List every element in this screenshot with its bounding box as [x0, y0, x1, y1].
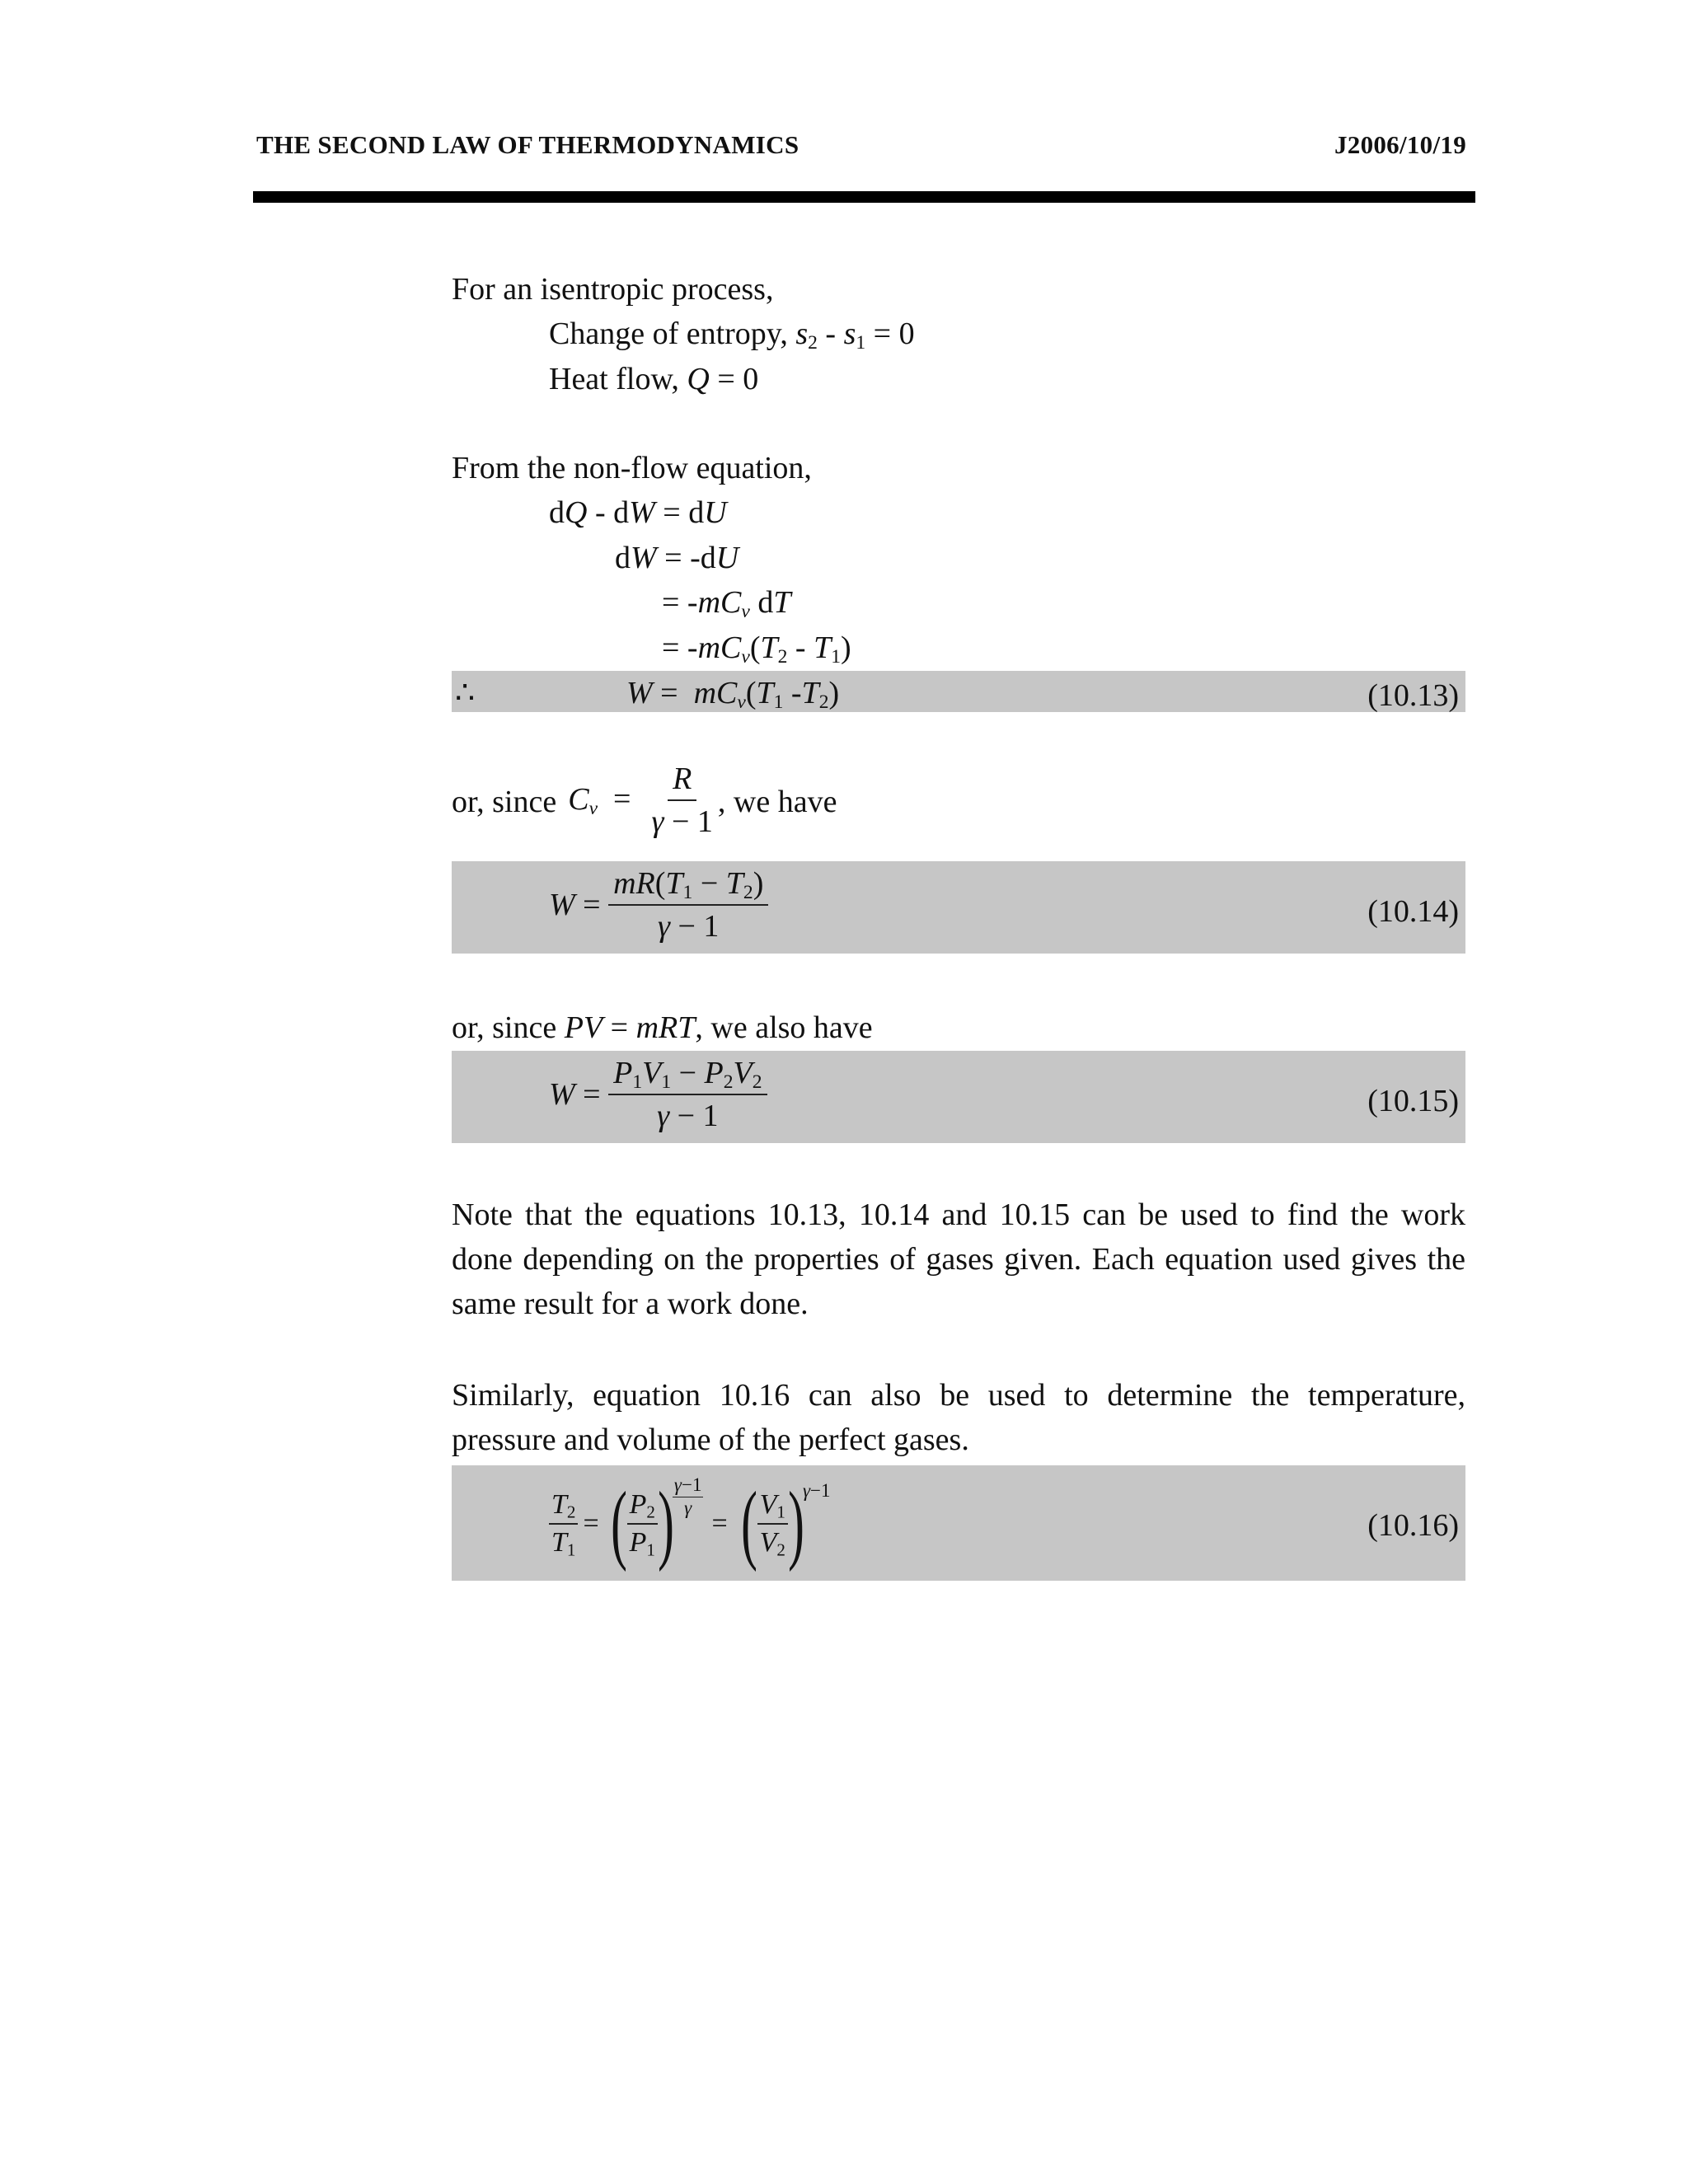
- equation-number-10-15: (10.15): [1367, 1084, 1459, 1118]
- ideal-gas-law: PV = mRT: [564, 1010, 696, 1045]
- heat-flow-line: [549, 363, 758, 395]
- or-since-text: or, since: [452, 1010, 565, 1045]
- cv-relation-line: [452, 762, 837, 839]
- equation-10-15: W = $\frac{P_1V_1 - P_2V_2}{\gamma - 1}$: [549, 1057, 767, 1132]
- equation-10-13: $W = mC_v(T_1$ $-T_2$): [626, 676, 840, 713]
- note-paragraph: Note that the equations 10.13, 10.14 and 10.15 can be used to find the work done depending on the properties of gases given. Each equation used gives the same result for a work done.: [452, 1197, 1465, 1321]
- equation-10-16: $\frac{T_2}{T_1}$ = ( $\frac{P_2}{P_1}$ ) $\frac{\gamma-1}{\gamma}$ = ( $\frac{V_1}{V_2}$ ) γ−1: [549, 1469, 831, 1579]
- header-rule: [253, 191, 1475, 203]
- document-code: J2006/10/19: [1334, 130, 1466, 159]
- equation-10-14: W = $\frac{mR(T_1 - T_2)}{\gamma - 1}$: [549, 868, 768, 942]
- we-have-text: , we have: [717, 785, 837, 819]
- pressure-ratio: $\frac{P_2}{P_1}$: [627, 1489, 658, 1558]
- work-equals-minus-du: dW = -dU: [615, 541, 739, 575]
- or-since-text: or, since: [452, 785, 557, 819]
- work-step-cv-dt: = $-mC_v$ dT: [662, 585, 791, 622]
- volume-exponent: γ−1: [802, 1480, 831, 1501]
- document-title: THE SECOND LAW OF THERMODYNAMICS: [256, 130, 799, 159]
- nonflow-intro: From the non-flow equation,: [452, 451, 812, 485]
- equation-number-10-13: (10.13): [1367, 678, 1459, 713]
- entropy-change-line: [549, 316, 915, 354]
- equation-10-13-box: [452, 671, 1465, 712]
- entropy-label: Change of entropy,: [549, 316, 796, 351]
- pressure-exponent: $\frac{\gamma-1}{\gamma}$: [673, 1474, 702, 1518]
- isentropic-intro: For an isentropic process,: [452, 272, 774, 307]
- therefore-symbol: ∴: [455, 676, 476, 710]
- work-step-cv-delta-t: = $-mC_v(T_2 - T_1)$: [662, 630, 851, 668]
- equation-number-10-14: (10.14): [1367, 894, 1459, 929]
- pv-relation-line: [452, 1012, 873, 1043]
- volume-ratio: $\frac{V_1}{V_2}$: [757, 1489, 788, 1558]
- temperature-ratio: $\frac{T_2}{T_1}$: [549, 1489, 578, 1558]
- similarly-paragraph: Similarly, equation 10.16 can also be used to determine the temperature, pressure and volume of the perfect gases.: [452, 1378, 1465, 1457]
- nonflow-equation: dQ - dW = dU: [549, 495, 727, 530]
- heat-label: Heat flow,: [549, 362, 687, 396]
- heat-expression: Q = 0: [687, 362, 759, 396]
- we-also-have-text: , we also have: [695, 1010, 873, 1045]
- entropy-expression: $s_2 - s_1 = 0$: [795, 316, 915, 354]
- cv-relation: $C_v$ = $\frac{R}{\gamma - 1}$: [568, 762, 713, 839]
- equation-number-10-16: (10.16): [1367, 1508, 1459, 1543]
